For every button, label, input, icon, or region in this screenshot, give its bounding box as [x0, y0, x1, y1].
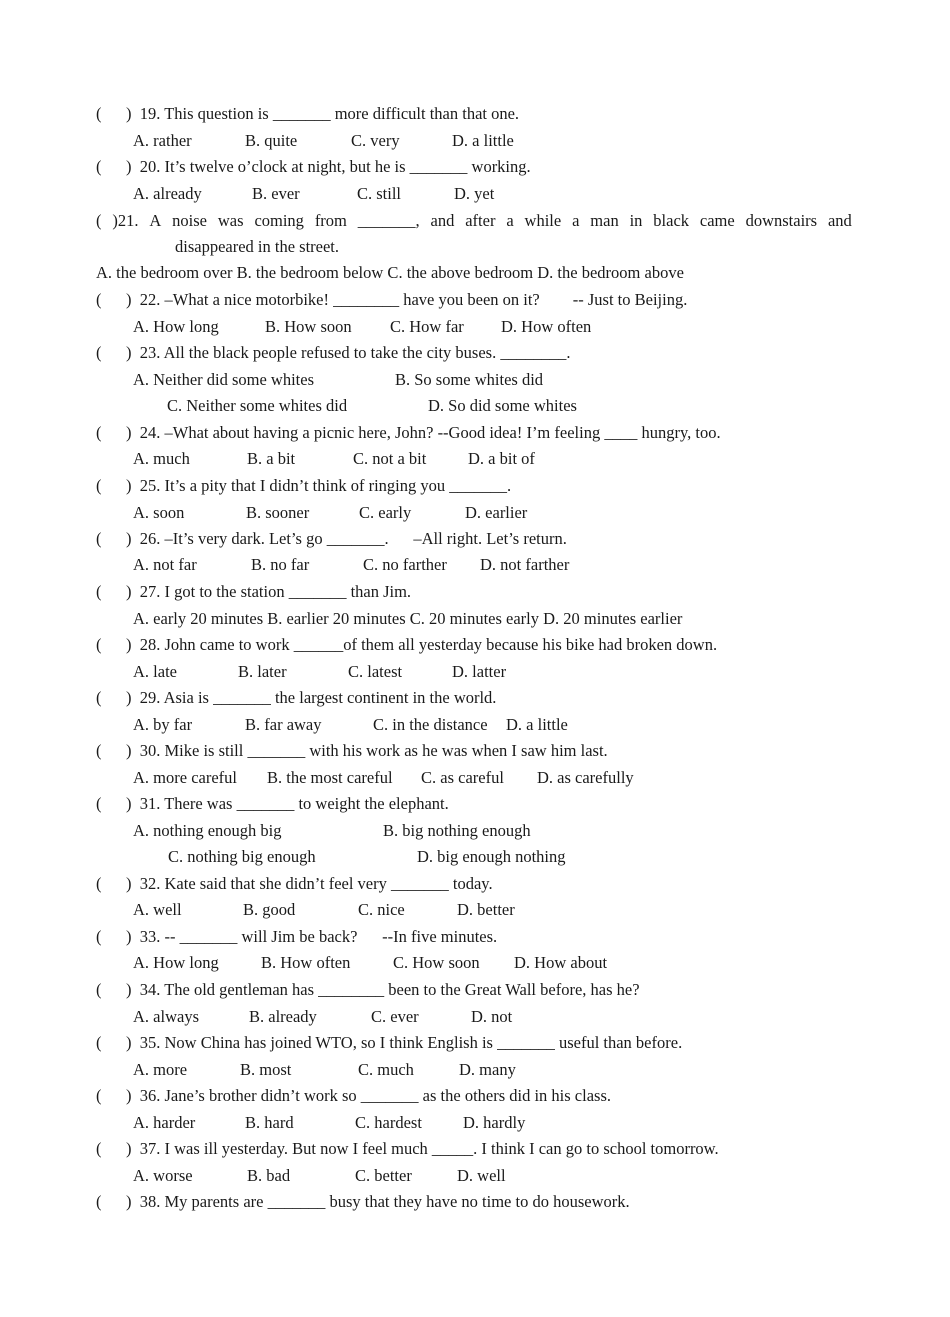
- question-27: ( ) 27. I got to the station _______ than Jim.: [96, 579, 411, 605]
- option-30-a: A. more careful: [133, 768, 237, 787]
- option-20-d: D. yet: [454, 184, 495, 203]
- option-34-a: A. always: [133, 1007, 199, 1026]
- option-31-b: B. big nothing enough: [383, 821, 531, 840]
- option-30-b: B. the most careful: [267, 768, 393, 787]
- option-33-d: D. How about: [514, 953, 608, 972]
- question-26: ( ) 26. –It’s very dark. Let’s go _______. –All right. Let’s return.: [96, 526, 567, 552]
- answer-blank-21[interactable]: (: [96, 211, 102, 230]
- answer-blank-34[interactable]: (: [96, 980, 102, 999]
- option-29-a: A. by far: [133, 715, 193, 734]
- option-29-b: B. far away: [245, 715, 322, 734]
- option-19-d: D. a little: [452, 131, 514, 150]
- options-21: A. the bedroom over B. the bedroom below C. the above bedroom D. the bedroom above: [96, 263, 684, 282]
- option-30-d: D. as carefully: [537, 768, 634, 787]
- option-34-c: C. ever: [371, 1007, 419, 1026]
- option-20-b: B. ever: [252, 184, 300, 203]
- option-28-d: D. latter: [452, 662, 507, 681]
- question-23: ( ) 23. All the black people refused to take the city buses. ________.: [96, 340, 570, 366]
- option-24-b: B. a bit: [247, 449, 296, 468]
- answer-blank-24[interactable]: (: [96, 423, 102, 442]
- question-32: ( ) 32. Kate said that she didn’t feel very _______ today.: [96, 871, 493, 897]
- question-19: ( ) 19. This question is _______ more difficult than that one.: [96, 101, 519, 127]
- answer-blank-28[interactable]: (: [96, 635, 102, 654]
- answer-blank-22[interactable]: (: [96, 290, 102, 309]
- option-35-b: B. most: [240, 1060, 292, 1079]
- option-32-c: C. nice: [358, 900, 405, 919]
- answer-blank-37[interactable]: (: [96, 1139, 102, 1158]
- question-21-continuation: disappeared in the street.: [175, 237, 340, 256]
- option-22-c: C. How far: [390, 317, 464, 336]
- option-23-a: A. Neither did some whites: [133, 370, 315, 389]
- option-33-a: A. How long: [133, 953, 219, 972]
- answer-blank-32[interactable]: (: [96, 874, 102, 893]
- option-23-b: B. So some whites did: [395, 370, 544, 389]
- answer-blank-26[interactable]: (: [96, 529, 102, 548]
- option-37-a: A. worse: [133, 1166, 193, 1185]
- option-28-b: B. later: [238, 662, 287, 681]
- option-19-b: B. quite: [245, 131, 298, 150]
- answer-blank-19[interactable]: (: [96, 104, 102, 123]
- option-28-a: A. late: [133, 662, 177, 681]
- option-35-a: A. more: [133, 1060, 188, 1079]
- question-37: ( ) 37. I was ill yesterday. But now I feel much _____. I think I can go to school tomorrow.: [96, 1136, 719, 1162]
- option-24-a: A. much: [133, 449, 190, 468]
- question-38: ( ) 38. My parents are _______ busy that they have no time to do housework.: [96, 1189, 630, 1215]
- question-36: ( ) 36. Jane’s brother didn’t work so _______ as the others did in his class.: [96, 1083, 611, 1109]
- option-26-a: A. not far: [133, 555, 197, 574]
- option-37-c: C. better: [355, 1166, 412, 1185]
- question-25: ( ) 25. It’s a pity that I didn’t think of ringing you _______.: [96, 473, 511, 499]
- option-31-d: D. big enough nothing: [417, 847, 566, 866]
- option-19-c: C. very: [351, 131, 400, 150]
- option-37-b: B. bad: [247, 1166, 291, 1185]
- answer-blank-30[interactable]: (: [96, 741, 102, 760]
- option-32-d: D. better: [457, 900, 515, 919]
- question-34: ( ) 34. The old gentleman has ________ been to the Great Wall before, has he?: [96, 977, 640, 1003]
- answer-blank-23[interactable]: (: [96, 343, 102, 362]
- question-30: ( ) 30. Mike is still _______ with his work as he was when I saw him last.: [96, 738, 608, 764]
- option-36-d: D. hardly: [463, 1113, 526, 1132]
- option-31-a: A. nothing enough big: [133, 821, 282, 840]
- option-36-c: C. hardest: [355, 1113, 422, 1132]
- option-36-a: A. harder: [133, 1113, 196, 1132]
- option-32-b: B. good: [243, 900, 296, 919]
- options-27: A. early 20 minutes B. earlier 20 minutes C. 20 minutes early D. 20 minutes earlier: [133, 609, 683, 628]
- option-22-d: D. How often: [501, 317, 592, 336]
- answer-blank-29[interactable]: (: [96, 688, 102, 707]
- option-25-b: B. sooner: [246, 503, 310, 522]
- question-28: ( ) 28. John came to work ______of them all yesterday because his bike had broken down.: [96, 632, 717, 658]
- question-24: ( ) 24. –What about having a picnic here, John? --Good idea! I’m feeling ____ hungry, too.: [96, 420, 721, 446]
- answer-blank-27[interactable]: (: [96, 582, 102, 601]
- option-23-d: D. So did some whites: [428, 396, 577, 415]
- option-35-d: D. many: [459, 1060, 516, 1079]
- option-29-c: C. in the distance: [373, 715, 488, 734]
- option-29-d: D. a little: [506, 715, 568, 734]
- answer-blank-36[interactable]: (: [96, 1086, 102, 1105]
- option-22-b: B. How soon: [265, 317, 352, 336]
- option-34-d: D. not: [471, 1007, 513, 1026]
- option-23-c: C. Neither some whites did: [167, 396, 348, 415]
- option-26-b: B. no far: [251, 555, 310, 574]
- option-25-d: D. earlier: [465, 503, 528, 522]
- answer-blank-31[interactable]: (: [96, 794, 102, 813]
- option-37-d: D. well: [457, 1166, 506, 1185]
- option-32-a: A. well: [133, 900, 182, 919]
- answer-blank-25[interactable]: (: [96, 476, 102, 495]
- question-33: ( ) 33. -- _______ will Jim be back? --In five minutes.: [96, 924, 497, 950]
- answer-blank-33[interactable]: (: [96, 927, 102, 946]
- option-19-a: A. rather: [133, 131, 192, 150]
- option-20-c: C. still: [357, 184, 402, 203]
- answer-blank-38[interactable]: (: [96, 1192, 102, 1211]
- option-22-a: A. How long: [133, 317, 219, 336]
- option-28-c: C. latest: [348, 662, 403, 681]
- option-20-a: A. already: [133, 184, 202, 203]
- question-20: ( ) 20. It’s twelve o’clock at night, but he is _______ working.: [96, 154, 531, 180]
- question-22: ( ) 22. –What a nice motorbike! ________ have you been on it? -- Just to Beijing.: [96, 287, 687, 313]
- option-31-c: C. nothing big enough: [168, 847, 316, 866]
- option-24-d: D. a bit of: [468, 449, 535, 468]
- option-33-b: B. How often: [261, 953, 351, 972]
- option-35-c: C. much: [358, 1060, 414, 1079]
- option-26-d: D. not farther: [480, 555, 570, 574]
- question-29: ( ) 29. Asia is _______ the largest continent in the world.: [96, 685, 496, 711]
- option-33-c: C. How soon: [393, 953, 480, 972]
- option-25-a: A. soon: [133, 503, 185, 522]
- answer-blank-20[interactable]: (: [96, 157, 102, 176]
- option-25-c: C. early: [359, 503, 412, 522]
- question-35: ( ) 35. Now China has joined WTO, so I think English is _______ useful than before.: [96, 1030, 682, 1056]
- option-24-c: C. not a bit: [353, 449, 427, 468]
- option-30-c: C. as careful: [421, 768, 504, 787]
- question-31: ( ) 31. There was _______ to weight the elephant.: [96, 791, 449, 817]
- option-26-c: C. no farther: [363, 555, 447, 574]
- option-36-b: B. hard: [245, 1113, 294, 1132]
- answer-blank-35[interactable]: (: [96, 1033, 102, 1052]
- question-21: ( )21. A noise was coming from _______, and after a while a man in black came downstairs and: [96, 208, 852, 234]
- option-34-b: B. already: [249, 1007, 317, 1026]
